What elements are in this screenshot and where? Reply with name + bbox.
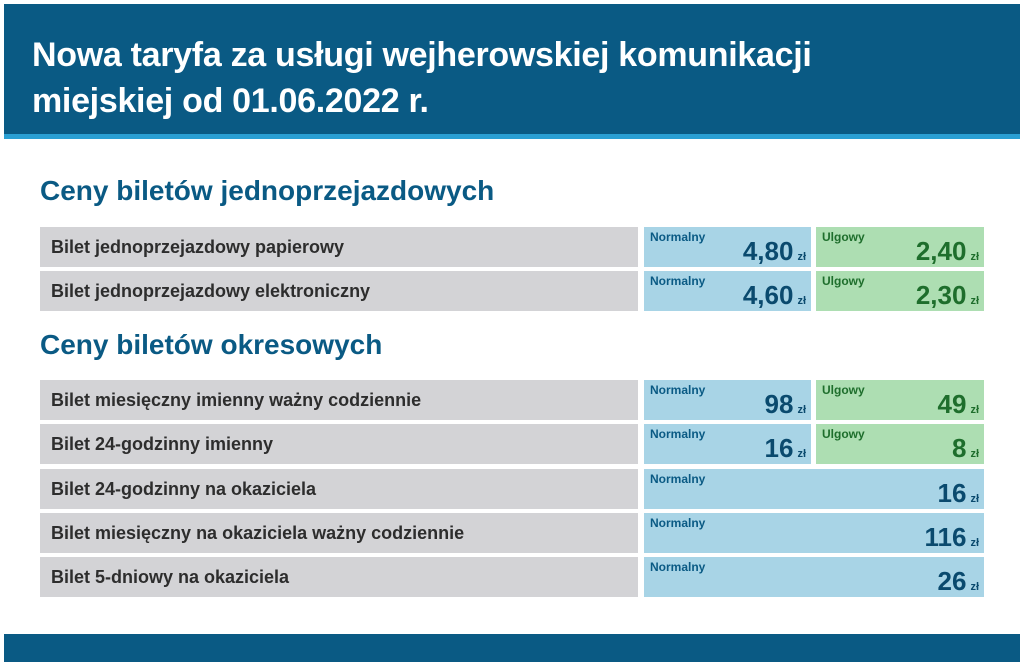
ticket-label: Bilet jednoprzejazdowy elektroniczny [40, 271, 638, 311]
normal-price-cell [644, 557, 984, 597]
ticket-label: Bilet jednoprzejazdowy papierowy [40, 227, 638, 267]
footer-band [4, 634, 1020, 662]
reduced-price-cell [816, 227, 984, 267]
normal-price-cell [644, 227, 811, 267]
normal-price [743, 236, 806, 266]
reduced-price-cell [816, 271, 984, 311]
section-heading-periodic: Ceny biletów okresowych [40, 329, 383, 360]
price-value: 2,40 [915, 236, 967, 266]
reduced-label: Ulgowy [822, 230, 865, 244]
normal-price-cell [644, 469, 984, 509]
reduced-price-cell [816, 380, 984, 420]
price-value: 4,80 [742, 236, 794, 266]
title-line-1: Nowa taryfa za usługi wejherowskiej komunikacji [32, 36, 812, 74]
currency: zł [970, 493, 979, 505]
page-title [32, 32, 932, 124]
title-line-2: miejskiej od 01.06.2022 r. [32, 82, 429, 120]
normal-price [938, 478, 979, 508]
currency: zł [797, 251, 806, 263]
currency: zł [970, 295, 979, 307]
currency: zł [970, 581, 979, 593]
reduced-price [916, 236, 979, 266]
reduced-label: Ulgowy [822, 274, 865, 288]
price-value: 16 [937, 478, 967, 508]
price-value: 8 [951, 433, 967, 463]
price-value: 26 [937, 566, 967, 596]
currency: zł [970, 448, 979, 460]
normal-label: Normalny [650, 230, 706, 244]
normal-price [765, 433, 806, 463]
normal-label: Normalny [650, 274, 706, 288]
price-value: 2,30 [915, 280, 967, 310]
normal-price [938, 566, 979, 596]
price-value: 16 [764, 433, 794, 463]
price-value: 49 [937, 389, 967, 419]
normal-price-cell [644, 271, 811, 311]
ticket-label: Bilet 24-godzinny imienny [40, 424, 638, 464]
ticket-label: Bilet miesięczny imienny ważny codziennie [40, 380, 638, 420]
currency: zł [970, 404, 979, 416]
reduced-label: Ulgowy [822, 427, 865, 441]
currency: zł [970, 251, 979, 263]
ticket-label: Bilet 24-godzinny na okaziciela [40, 469, 638, 509]
currency: zł [970, 537, 979, 549]
normal-label: Normalny [650, 472, 706, 486]
ticket-label: Bilet 5-dniowy na okaziciela [40, 557, 638, 597]
normal-label: Normalny [650, 427, 706, 441]
currency: zł [797, 448, 806, 460]
price-value: 98 [764, 389, 794, 419]
normal-price-cell [644, 424, 811, 464]
price-value: 4,60 [742, 280, 794, 310]
reduced-price [952, 433, 979, 463]
normal-label: Normalny [650, 516, 706, 530]
normal-price-cell [644, 380, 811, 420]
reduced-price-cell [816, 424, 984, 464]
normal-price [743, 280, 806, 310]
price-value: 116 [924, 522, 967, 552]
currency: zł [797, 404, 806, 416]
header-banner [4, 4, 1020, 134]
normal-label: Normalny [650, 560, 706, 574]
normal-price-cell [644, 513, 984, 553]
ticket-label: Bilet miesięczny na okaziciela ważny codziennie [40, 513, 638, 553]
reduced-price [938, 389, 979, 419]
normal-price [765, 389, 806, 419]
currency: zł [797, 295, 806, 307]
reduced-label: Ulgowy [822, 383, 865, 397]
normal-label: Normalny [650, 383, 706, 397]
reduced-price [916, 280, 979, 310]
header-accent-line [4, 134, 1020, 139]
normal-price [924, 522, 979, 552]
section-heading-single-ride: Ceny biletów jednoprzejazdowych [40, 175, 495, 206]
